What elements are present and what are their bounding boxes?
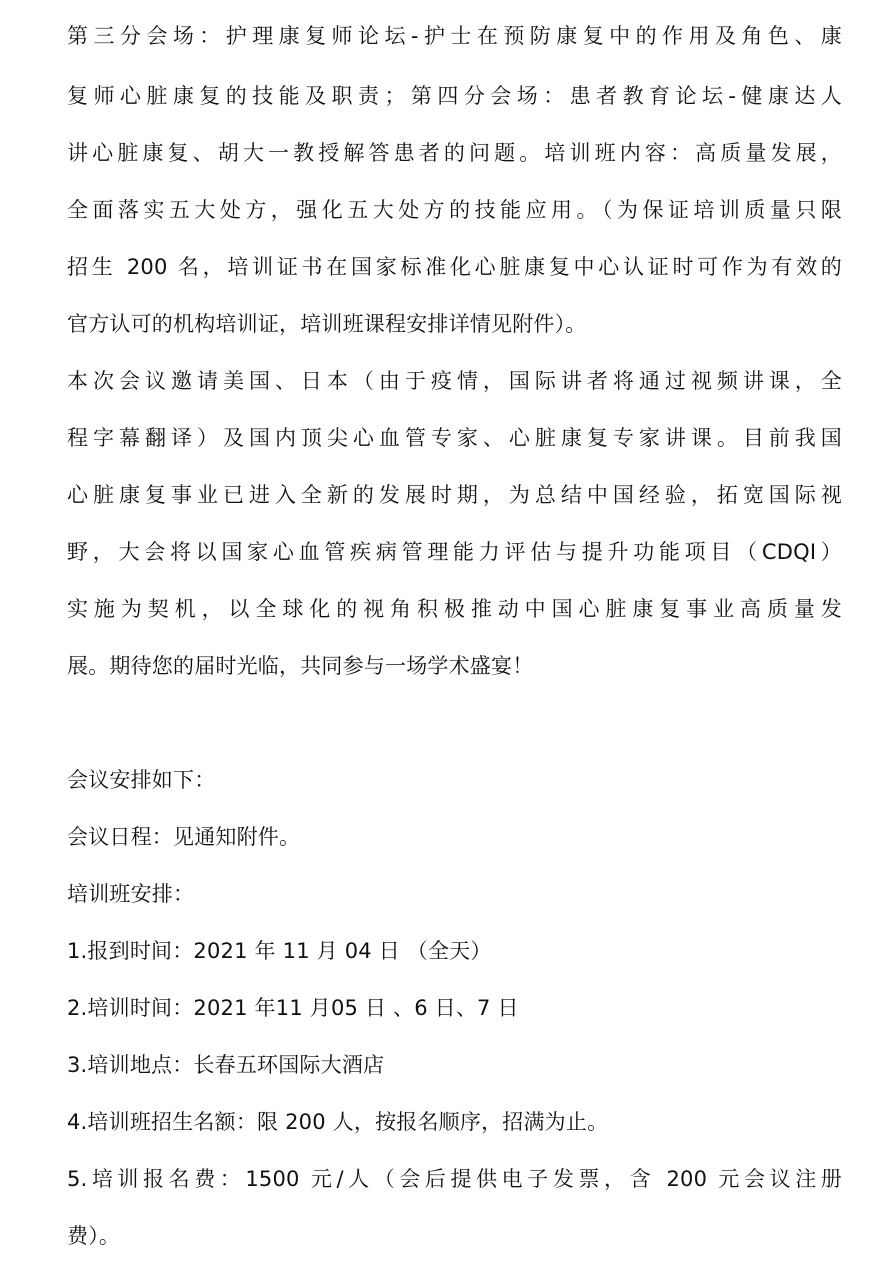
training-item: 2.培训时间：2021 年11 月05 日 、6 日、7 日 bbox=[67, 996, 519, 1020]
body-text-line: 招生 200 名，培训证书在国家标准化心脏康复中心认证时可作为有效的 bbox=[67, 255, 842, 279]
body-text-line: 程字幕翻译）及国内顶尖心血管专家、心脏康复专家讲课。目前我国 bbox=[67, 426, 842, 450]
body-text-line: 复师心脏康复的技能及职责；第四分会场：患者教育论坛-健康达人 bbox=[67, 84, 842, 108]
body-text-line: 第三分会场：护理康复师论坛-护士在预防康复中的作用及角色、康 bbox=[67, 24, 842, 48]
schedule-text: 会议日程：见通知附件。 bbox=[67, 825, 301, 849]
body-text-line: 全面落实五大处方，强化五大处方的技能应用。（为保证培训质量只限 bbox=[67, 198, 842, 222]
body-text-line: 本次会议邀请美国、日本（由于疫情，国际讲者将通过视频讲课，全 bbox=[67, 369, 842, 393]
training-item: 3.培训地点：长春五环国际大酒店 bbox=[67, 1053, 385, 1077]
training-item: 4.培训班招生名额：限 200 人，按报名顺序，招满为止。 bbox=[67, 1110, 609, 1134]
body-text-line: 野，大会将以国家心血管疾病管理能力评估与提升功能项目（CDQI） bbox=[67, 540, 842, 564]
body-text-line: 讲心脏康复、胡大一教授解答患者的问题。培训班内容：高质量发展， bbox=[67, 141, 842, 165]
body-text-line: 心脏康复事业已进入全新的发展时期，为总结中国经验，拓宽国际视 bbox=[67, 483, 842, 507]
body-text-line: 展。期待您的届时光临，共同参与一场学术盛宴！ bbox=[67, 654, 534, 678]
body-text-line: 实施为契机，以全球化的视角积极推动中国心脏康复事业高质量发 bbox=[67, 597, 842, 621]
body-text-line: 官方认可的机构培训证，培训班课程安排详情见附件）。 bbox=[67, 312, 587, 336]
training-item: 5.培训报名费：1500 元/人（会后提供电子发票，含 200 元会议注册 bbox=[67, 1167, 842, 1191]
training-heading: 培训班安排： bbox=[67, 882, 195, 906]
section-heading: 会议安排如下： bbox=[67, 768, 216, 792]
training-item-continuation: 费）。 bbox=[67, 1224, 121, 1248]
training-item: 1.报到时间：2021 年 11 月 04 日 （全天） bbox=[67, 939, 492, 963]
